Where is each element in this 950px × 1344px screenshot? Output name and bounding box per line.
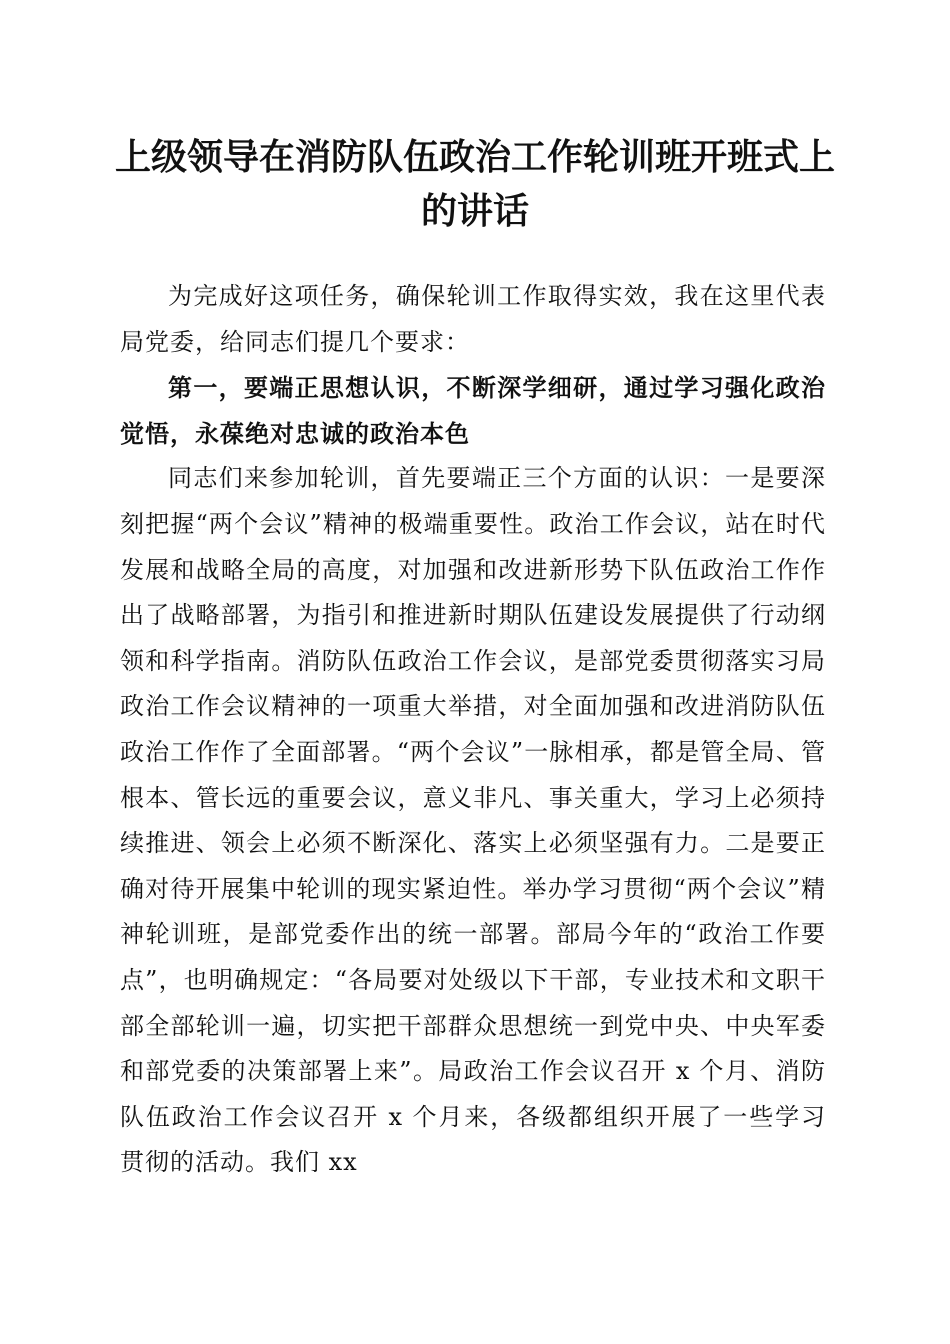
title-line-1: 上级领导在消防队伍政治工作轮训班开班式上	[114, 136, 835, 178]
section-heading-1: 第一，要端正思想认识，不断深学细研，通过学习强化政治觉悟，永葆绝对忠诚的政治本色	[120, 373, 826, 448]
title-line-2: 的讲话	[420, 190, 529, 232]
document-body	[120, 274, 826, 1186]
intro-paragraph: 为完成好这项任务，确保轮训工作取得实效，我在这里代表局党委，给同志们提几个要求：	[120, 282, 826, 356]
document-title	[112, 130, 838, 238]
body-paragraph: 同志们来参加轮训，首先要端正三个方面的认识：一是要深刻把握“两个会议”精神的极端重要性。政治工作会议，站在时代发展和战略全局的高度，对加强和改进新形势下队伍政治工作作出了战略部署，为指引和推进新时期队伍建设发展提供了行动纲领和科学指南。消防队伍政治工作会议，是部党委贯彻落实习局政治工作会议精神的一项重大举措，对全面加强和改进消防队伍政治工作作了全面部署。“两个会议”一脉相承，都是管全局、管根本、管长远的重要会议，意义非凡、事关重大，学习上必须持续推进、领会上必须不断深化、落实上必须坚强有力。二是要正确对待开展集中轮训的现实紧迫性。举办学习贯彻“两个会议”精神轮训班，是部党委作出的统一部署。部局今年的“政治工作要点”，也明确规定：“各局要对处级以下干部，专业技术和文职干部全部轮训一遍，切实把干部群众思想统一到党中央、中央军委和部党委的决策部署上来”。局政治工作会议召开 x 个月、消防队伍政治工作会议召开 x 个月来，各级都组织开展了一些学习贯彻的活动。我们 xx	[120, 464, 826, 1177]
